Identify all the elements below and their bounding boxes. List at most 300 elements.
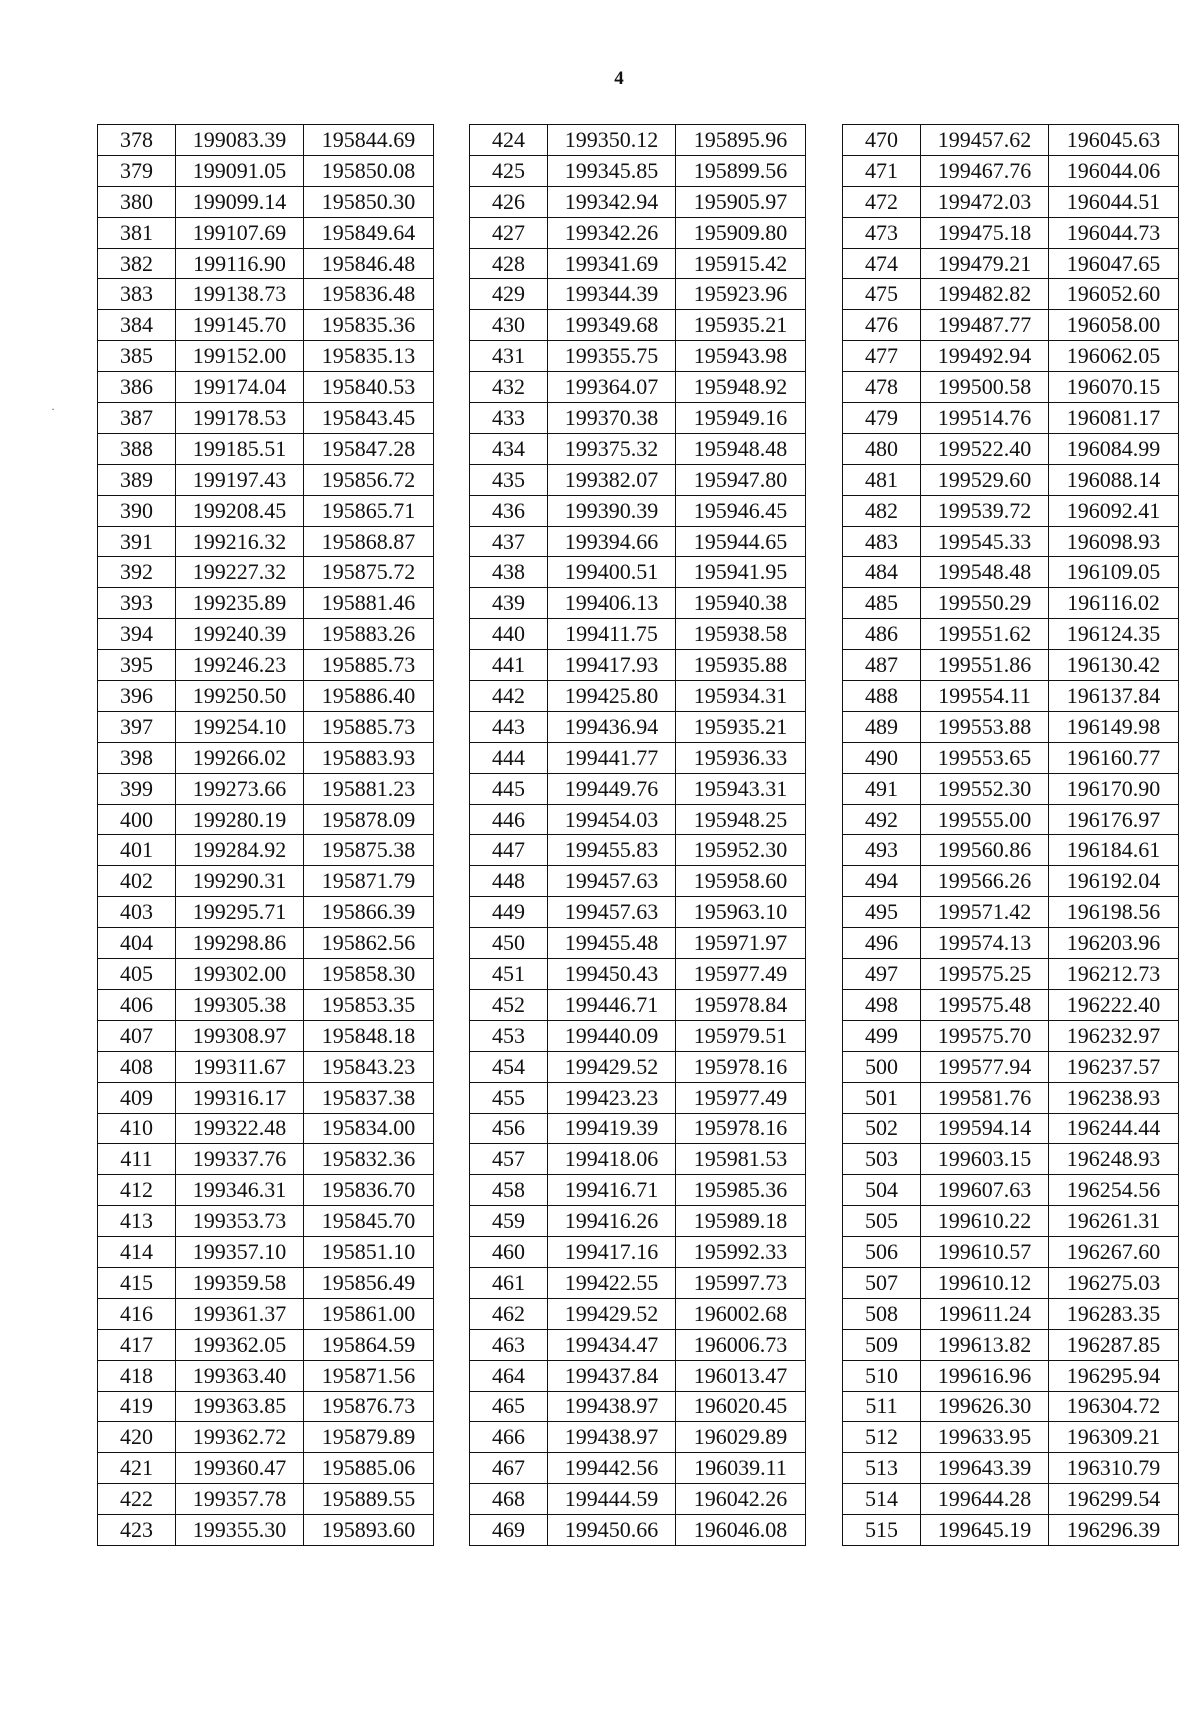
point-number-cell: 464 xyxy=(470,1360,548,1391)
y-coordinate-cell: 196042.26 xyxy=(676,1484,806,1515)
table-row xyxy=(470,248,806,279)
x-coordinate-cell: 199406.13 xyxy=(548,588,676,619)
x-coordinate-cell: 199419.39 xyxy=(548,1113,676,1144)
y-coordinate-cell: 195844.69 xyxy=(304,125,434,156)
y-coordinate-cell: 196244.44 xyxy=(1049,1113,1179,1144)
table-row xyxy=(98,1206,434,1237)
y-coordinate-cell: 195836.48 xyxy=(304,279,434,310)
point-number-cell: 478 xyxy=(843,372,921,403)
x-coordinate-cell: 199418.06 xyxy=(548,1144,676,1175)
y-coordinate-cell: 195895.96 xyxy=(676,125,806,156)
table-row xyxy=(843,650,1179,681)
y-coordinate-cell: 195836.70 xyxy=(304,1175,434,1206)
x-coordinate-cell: 199254.10 xyxy=(176,711,304,742)
x-coordinate-cell: 199290.31 xyxy=(176,866,304,897)
x-coordinate-cell: 199370.38 xyxy=(548,403,676,434)
y-coordinate-cell: 195977.49 xyxy=(676,959,806,990)
x-coordinate-cell: 199594.14 xyxy=(921,1113,1049,1144)
table-row xyxy=(843,897,1179,928)
x-coordinate-cell: 199455.48 xyxy=(548,928,676,959)
x-coordinate-cell: 199529.60 xyxy=(921,464,1049,495)
y-coordinate-cell: 195940.38 xyxy=(676,588,806,619)
point-number-cell: 452 xyxy=(470,989,548,1020)
point-number-cell: 468 xyxy=(470,1484,548,1515)
x-coordinate-cell: 199246.23 xyxy=(176,650,304,681)
y-coordinate-cell: 195885.06 xyxy=(304,1453,434,1484)
table-row xyxy=(98,959,434,990)
table-row xyxy=(843,1484,1179,1515)
x-coordinate-cell: 199449.76 xyxy=(548,773,676,804)
x-coordinate-cell: 199145.70 xyxy=(176,310,304,341)
x-coordinate-cell: 199610.12 xyxy=(921,1267,1049,1298)
x-coordinate-cell: 199575.70 xyxy=(921,1020,1049,1051)
table-row xyxy=(843,125,1179,156)
table-row xyxy=(470,959,806,990)
table-row xyxy=(470,279,806,310)
table-row xyxy=(843,1175,1179,1206)
table-row xyxy=(843,1453,1179,1484)
y-coordinate-cell: 195843.45 xyxy=(304,403,434,434)
table-row xyxy=(470,186,806,217)
x-coordinate-cell: 199475.18 xyxy=(921,217,1049,248)
x-coordinate-cell: 199302.00 xyxy=(176,959,304,990)
table-row xyxy=(470,588,806,619)
x-coordinate-cell: 199577.94 xyxy=(921,1051,1049,1082)
table-row xyxy=(98,310,434,341)
y-coordinate-cell: 196045.63 xyxy=(1049,125,1179,156)
y-coordinate-cell: 195851.10 xyxy=(304,1237,434,1268)
point-number-cell: 495 xyxy=(843,897,921,928)
y-coordinate-cell: 196267.60 xyxy=(1049,1237,1179,1268)
table-row xyxy=(470,495,806,526)
point-number-cell: 465 xyxy=(470,1391,548,1422)
y-coordinate-cell: 195832.36 xyxy=(304,1144,434,1175)
y-coordinate-cell: 195871.56 xyxy=(304,1360,434,1391)
point-number-cell: 451 xyxy=(470,959,548,990)
point-number-cell: 386 xyxy=(98,372,176,403)
y-coordinate-cell: 195978.84 xyxy=(676,989,806,1020)
table-row xyxy=(843,526,1179,557)
table-row xyxy=(98,681,434,712)
table-row xyxy=(470,711,806,742)
x-coordinate-cell: 199434.47 xyxy=(548,1329,676,1360)
x-coordinate-cell: 199083.39 xyxy=(176,125,304,156)
x-coordinate-cell: 199545.33 xyxy=(921,526,1049,557)
table-row xyxy=(843,1082,1179,1113)
y-coordinate-cell: 195866.39 xyxy=(304,897,434,928)
point-number-cell: 485 xyxy=(843,588,921,619)
y-coordinate-cell: 195875.72 xyxy=(304,557,434,588)
x-coordinate-cell: 199437.84 xyxy=(548,1360,676,1391)
y-coordinate-cell: 195883.26 xyxy=(304,619,434,650)
point-number-cell: 460 xyxy=(470,1237,548,1268)
point-number-cell: 411 xyxy=(98,1144,176,1175)
y-coordinate-cell: 196232.97 xyxy=(1049,1020,1179,1051)
y-coordinate-cell: 195837.38 xyxy=(304,1082,434,1113)
x-coordinate-cell: 199216.32 xyxy=(176,526,304,557)
point-number-cell: 513 xyxy=(843,1453,921,1484)
y-coordinate-cell: 195948.48 xyxy=(676,433,806,464)
x-coordinate-cell: 199444.59 xyxy=(548,1484,676,1515)
table-row xyxy=(98,1329,434,1360)
x-coordinate-cell: 199539.72 xyxy=(921,495,1049,526)
point-number-cell: 425 xyxy=(470,155,548,186)
table-row xyxy=(843,433,1179,464)
table-row xyxy=(98,619,434,650)
table-row xyxy=(470,1453,806,1484)
x-coordinate-cell: 199400.51 xyxy=(548,557,676,588)
point-number-cell: 446 xyxy=(470,804,548,835)
x-coordinate-cell: 199416.71 xyxy=(548,1175,676,1206)
point-number-cell: 480 xyxy=(843,433,921,464)
table-row xyxy=(470,1113,806,1144)
x-coordinate-cell: 199438.97 xyxy=(548,1391,676,1422)
y-coordinate-cell: 196160.77 xyxy=(1049,742,1179,773)
y-coordinate-cell: 196047.65 xyxy=(1049,248,1179,279)
y-coordinate-cell: 196296.39 xyxy=(1049,1515,1179,1546)
y-coordinate-cell: 195899.56 xyxy=(676,155,806,186)
y-coordinate-cell: 196013.47 xyxy=(676,1360,806,1391)
table-row xyxy=(843,217,1179,248)
table-row xyxy=(843,588,1179,619)
y-coordinate-cell: 196287.85 xyxy=(1049,1329,1179,1360)
x-coordinate-cell: 199174.04 xyxy=(176,372,304,403)
point-number-cell: 445 xyxy=(470,773,548,804)
table-row xyxy=(470,773,806,804)
y-coordinate-cell: 195923.96 xyxy=(676,279,806,310)
point-number-cell: 493 xyxy=(843,835,921,866)
x-coordinate-cell: 199552.30 xyxy=(921,773,1049,804)
x-coordinate-cell: 199575.25 xyxy=(921,959,1049,990)
x-coordinate-cell: 199341.69 xyxy=(548,248,676,279)
x-coordinate-cell: 199479.21 xyxy=(921,248,1049,279)
y-coordinate-cell: 195876.73 xyxy=(304,1391,434,1422)
table-row xyxy=(843,464,1179,495)
y-coordinate-cell: 195862.56 xyxy=(304,928,434,959)
table-row xyxy=(843,248,1179,279)
y-coordinate-cell: 195885.73 xyxy=(304,711,434,742)
x-coordinate-cell: 199197.43 xyxy=(176,464,304,495)
table-row xyxy=(470,433,806,464)
table-row xyxy=(843,1298,1179,1329)
table-row xyxy=(843,928,1179,959)
y-coordinate-cell: 195947.80 xyxy=(676,464,806,495)
x-coordinate-cell: 199359.58 xyxy=(176,1267,304,1298)
y-coordinate-cell: 195885.73 xyxy=(304,650,434,681)
point-number-cell: 413 xyxy=(98,1206,176,1237)
x-coordinate-cell: 199355.75 xyxy=(548,341,676,372)
point-number-cell: 379 xyxy=(98,155,176,186)
y-coordinate-cell: 195834.00 xyxy=(304,1113,434,1144)
point-number-cell: 443 xyxy=(470,711,548,742)
y-coordinate-cell: 195849.64 xyxy=(304,217,434,248)
y-coordinate-cell: 195856.72 xyxy=(304,464,434,495)
y-coordinate-cell: 195915.42 xyxy=(676,248,806,279)
point-number-cell: 419 xyxy=(98,1391,176,1422)
point-number-cell: 442 xyxy=(470,681,548,712)
x-coordinate-cell: 199425.80 xyxy=(548,681,676,712)
table-row xyxy=(843,835,1179,866)
x-coordinate-cell: 199611.24 xyxy=(921,1298,1049,1329)
table-row xyxy=(98,866,434,897)
point-number-cell: 512 xyxy=(843,1422,921,1453)
x-coordinate-cell: 199555.00 xyxy=(921,804,1049,835)
y-coordinate-cell: 196002.68 xyxy=(676,1298,806,1329)
x-coordinate-cell: 199305.38 xyxy=(176,989,304,1020)
table-row xyxy=(98,1175,434,1206)
y-coordinate-cell: 196088.14 xyxy=(1049,464,1179,495)
y-coordinate-cell: 195944.65 xyxy=(676,526,806,557)
point-number-cell: 440 xyxy=(470,619,548,650)
point-number-cell: 435 xyxy=(470,464,548,495)
point-number-cell: 403 xyxy=(98,897,176,928)
y-coordinate-cell: 196109.05 xyxy=(1049,557,1179,588)
point-number-cell: 404 xyxy=(98,928,176,959)
point-number-cell: 469 xyxy=(470,1515,548,1546)
x-coordinate-cell: 199454.03 xyxy=(548,804,676,835)
table-row xyxy=(470,1237,806,1268)
table-row xyxy=(843,804,1179,835)
x-coordinate-cell: 199566.26 xyxy=(921,866,1049,897)
coordinate-table-1 xyxy=(97,124,434,1546)
point-number-cell: 482 xyxy=(843,495,921,526)
table-row xyxy=(470,835,806,866)
table-row xyxy=(98,928,434,959)
x-coordinate-cell: 199574.13 xyxy=(921,928,1049,959)
table-row xyxy=(843,1360,1179,1391)
x-coordinate-cell: 199438.97 xyxy=(548,1422,676,1453)
y-coordinate-cell: 195864.59 xyxy=(304,1329,434,1360)
table-row xyxy=(98,125,434,156)
y-coordinate-cell: 195997.73 xyxy=(676,1267,806,1298)
y-coordinate-cell: 195881.23 xyxy=(304,773,434,804)
point-number-cell: 490 xyxy=(843,742,921,773)
point-number-cell: 508 xyxy=(843,1298,921,1329)
point-number-cell: 501 xyxy=(843,1082,921,1113)
table-row xyxy=(843,310,1179,341)
y-coordinate-cell: 195845.70 xyxy=(304,1206,434,1237)
table-row xyxy=(98,742,434,773)
table-row xyxy=(470,804,806,835)
y-coordinate-cell: 195935.21 xyxy=(676,310,806,341)
x-coordinate-cell: 199280.19 xyxy=(176,804,304,835)
x-coordinate-cell: 199107.69 xyxy=(176,217,304,248)
point-number-cell: 502 xyxy=(843,1113,921,1144)
x-coordinate-cell: 199457.63 xyxy=(548,866,676,897)
table-row xyxy=(98,1422,434,1453)
table-row xyxy=(843,1267,1179,1298)
x-coordinate-cell: 199457.62 xyxy=(921,125,1049,156)
x-coordinate-cell: 199457.63 xyxy=(548,897,676,928)
table-row xyxy=(470,403,806,434)
x-coordinate-cell: 199645.19 xyxy=(921,1515,1049,1546)
point-number-cell: 431 xyxy=(470,341,548,372)
point-number-cell: 455 xyxy=(470,1082,548,1113)
table-row xyxy=(470,557,806,588)
table-row xyxy=(843,495,1179,526)
y-coordinate-cell: 196170.90 xyxy=(1049,773,1179,804)
table-row xyxy=(470,928,806,959)
point-number-cell: 494 xyxy=(843,866,921,897)
point-number-cell: 491 xyxy=(843,773,921,804)
y-coordinate-cell: 196149.98 xyxy=(1049,711,1179,742)
point-number-cell: 500 xyxy=(843,1051,921,1082)
y-coordinate-cell: 195981.53 xyxy=(676,1144,806,1175)
point-number-cell: 432 xyxy=(470,372,548,403)
table-row xyxy=(98,650,434,681)
point-number-cell: 414 xyxy=(98,1237,176,1268)
table-row xyxy=(843,742,1179,773)
point-number-cell: 399 xyxy=(98,773,176,804)
x-coordinate-cell: 199298.86 xyxy=(176,928,304,959)
x-coordinate-cell: 199560.86 xyxy=(921,835,1049,866)
x-coordinate-cell: 199152.00 xyxy=(176,341,304,372)
point-number-cell: 438 xyxy=(470,557,548,588)
table-row xyxy=(843,341,1179,372)
coordinate-table-2 xyxy=(469,124,806,1546)
y-coordinate-cell: 196299.54 xyxy=(1049,1484,1179,1515)
point-number-cell: 489 xyxy=(843,711,921,742)
y-coordinate-cell: 195861.00 xyxy=(304,1298,434,1329)
point-number-cell: 422 xyxy=(98,1484,176,1515)
x-coordinate-cell: 199361.37 xyxy=(176,1298,304,1329)
y-coordinate-cell: 196046.08 xyxy=(676,1515,806,1546)
point-number-cell: 515 xyxy=(843,1515,921,1546)
point-number-cell: 394 xyxy=(98,619,176,650)
x-coordinate-cell: 199390.39 xyxy=(548,495,676,526)
point-number-cell: 462 xyxy=(470,1298,548,1329)
point-number-cell: 420 xyxy=(98,1422,176,1453)
point-number-cell: 467 xyxy=(470,1453,548,1484)
point-number-cell: 483 xyxy=(843,526,921,557)
y-coordinate-cell: 196192.04 xyxy=(1049,866,1179,897)
table-row xyxy=(98,186,434,217)
table-row xyxy=(98,773,434,804)
table-row xyxy=(98,1113,434,1144)
point-number-cell: 405 xyxy=(98,959,176,990)
x-coordinate-cell: 199472.03 xyxy=(921,186,1049,217)
x-coordinate-cell: 199360.47 xyxy=(176,1453,304,1484)
point-number-cell: 387 xyxy=(98,403,176,434)
point-number-cell: 507 xyxy=(843,1267,921,1298)
table-row xyxy=(98,372,434,403)
y-coordinate-cell: 196304.72 xyxy=(1049,1391,1179,1422)
y-coordinate-cell: 196116.02 xyxy=(1049,588,1179,619)
x-coordinate-cell: 199185.51 xyxy=(176,433,304,464)
x-coordinate-cell: 199240.39 xyxy=(176,619,304,650)
table-row xyxy=(98,341,434,372)
table-row xyxy=(98,835,434,866)
table-row xyxy=(470,897,806,928)
y-coordinate-cell: 195881.46 xyxy=(304,588,434,619)
table-row xyxy=(98,526,434,557)
point-number-cell: 471 xyxy=(843,155,921,186)
point-number-cell: 459 xyxy=(470,1206,548,1237)
point-number-cell: 496 xyxy=(843,928,921,959)
point-number-cell: 423 xyxy=(98,1515,176,1546)
point-number-cell: 402 xyxy=(98,866,176,897)
table-row xyxy=(98,1515,434,1546)
y-coordinate-cell: 195935.88 xyxy=(676,650,806,681)
x-coordinate-cell: 199644.28 xyxy=(921,1484,1049,1515)
point-number-cell: 473 xyxy=(843,217,921,248)
y-coordinate-cell: 196062.05 xyxy=(1049,341,1179,372)
x-coordinate-cell: 199227.32 xyxy=(176,557,304,588)
point-number-cell: 461 xyxy=(470,1267,548,1298)
point-number-cell: 415 xyxy=(98,1267,176,1298)
x-coordinate-cell: 199411.75 xyxy=(548,619,676,650)
point-number-cell: 444 xyxy=(470,742,548,773)
point-number-cell: 476 xyxy=(843,310,921,341)
x-coordinate-cell: 199099.14 xyxy=(176,186,304,217)
x-coordinate-cell: 199316.17 xyxy=(176,1082,304,1113)
table-row xyxy=(843,372,1179,403)
point-number-cell: 398 xyxy=(98,742,176,773)
stray-mark: · xyxy=(51,402,55,416)
x-coordinate-cell: 199482.82 xyxy=(921,279,1049,310)
y-coordinate-cell: 196044.51 xyxy=(1049,186,1179,217)
table-row xyxy=(98,989,434,1020)
table-row xyxy=(843,1329,1179,1360)
table-row xyxy=(470,372,806,403)
table-row xyxy=(843,557,1179,588)
y-coordinate-cell: 195936.33 xyxy=(676,742,806,773)
y-coordinate-cell: 195840.53 xyxy=(304,372,434,403)
x-coordinate-cell: 199357.78 xyxy=(176,1484,304,1515)
x-coordinate-cell: 199363.85 xyxy=(176,1391,304,1422)
point-number-cell: 449 xyxy=(470,897,548,928)
y-coordinate-cell: 196254.56 xyxy=(1049,1175,1179,1206)
table-row xyxy=(98,1082,434,1113)
x-coordinate-cell: 199633.95 xyxy=(921,1422,1049,1453)
table-row xyxy=(470,619,806,650)
point-number-cell: 506 xyxy=(843,1237,921,1268)
point-number-cell: 479 xyxy=(843,403,921,434)
point-number-cell: 400 xyxy=(98,804,176,835)
x-coordinate-cell: 199442.56 xyxy=(548,1453,676,1484)
y-coordinate-cell: 195952.30 xyxy=(676,835,806,866)
table-row xyxy=(843,403,1179,434)
x-coordinate-cell: 199273.66 xyxy=(176,773,304,804)
point-number-cell: 397 xyxy=(98,711,176,742)
y-coordinate-cell: 195889.55 xyxy=(304,1484,434,1515)
x-coordinate-cell: 199603.15 xyxy=(921,1144,1049,1175)
y-coordinate-cell: 195843.23 xyxy=(304,1051,434,1082)
x-coordinate-cell: 199342.94 xyxy=(548,186,676,217)
table-row xyxy=(98,1051,434,1082)
point-number-cell: 454 xyxy=(470,1051,548,1082)
point-number-cell: 390 xyxy=(98,495,176,526)
table-row xyxy=(98,804,434,835)
x-coordinate-cell: 199440.09 xyxy=(548,1020,676,1051)
x-coordinate-cell: 199514.76 xyxy=(921,403,1049,434)
y-coordinate-cell: 196295.94 xyxy=(1049,1360,1179,1391)
table-row xyxy=(98,1144,434,1175)
point-number-cell: 391 xyxy=(98,526,176,557)
point-number-cell: 463 xyxy=(470,1329,548,1360)
y-coordinate-cell: 196084.99 xyxy=(1049,433,1179,464)
table-row xyxy=(98,1298,434,1329)
y-coordinate-cell: 195941.95 xyxy=(676,557,806,588)
point-number-cell: 388 xyxy=(98,433,176,464)
point-number-cell: 477 xyxy=(843,341,921,372)
x-coordinate-cell: 199344.39 xyxy=(548,279,676,310)
y-coordinate-cell: 196070.15 xyxy=(1049,372,1179,403)
y-coordinate-cell: 195886.40 xyxy=(304,681,434,712)
x-coordinate-cell: 199441.77 xyxy=(548,742,676,773)
x-coordinate-cell: 199581.76 xyxy=(921,1082,1049,1113)
point-number-cell: 434 xyxy=(470,433,548,464)
